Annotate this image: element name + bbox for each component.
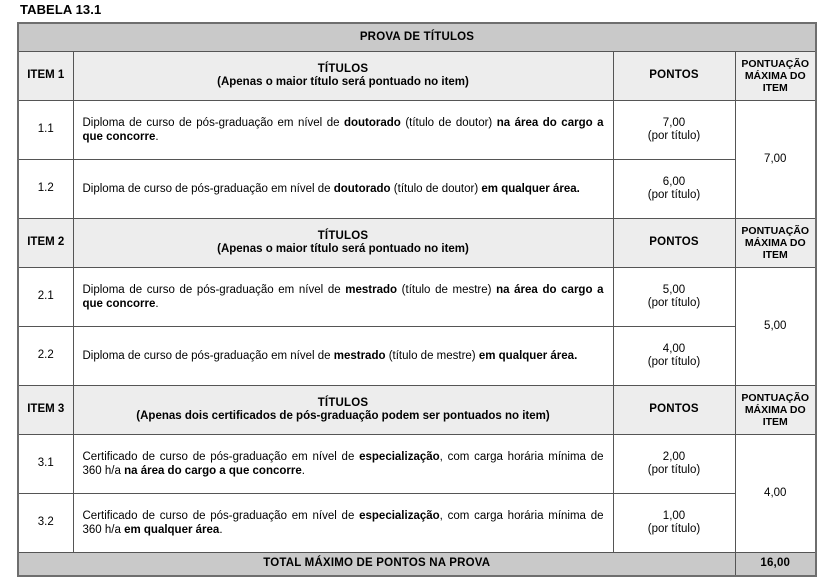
points-value: 4,00 [662,342,686,355]
points-unit: (por título) [647,464,701,476]
row-points [613,494,735,553]
row-points [613,101,735,160]
titles-heading: TÍTULOS [317,229,369,242]
banner-title: PROVA DE TÍTULOS [18,23,816,52]
row-points [613,160,735,219]
row-number: 2.2 [18,327,73,386]
table-row [18,327,816,386]
total-row [18,553,816,577]
table-row [18,160,816,219]
section-header-row [18,52,816,101]
section-max-points: 7,00 [735,101,816,219]
section-max-points: 4,00 [735,435,816,553]
table-row [18,494,816,553]
max-points-column-header: PONTUAÇÃO MÁXIMA DO ITEM [735,52,816,101]
row-points [613,327,735,386]
row-description: Diploma de curso de pós-graduação em nível de mestrado (título de mestre) na área do cargo a que concorre. [73,268,613,327]
max-points-column-header: PONTUAÇÃO MÁXIMA DO ITEM [735,219,816,268]
row-description: Certificado de curso de pós-graduação em nível de especialização, com carga horária mínima de 360 h/a na área do cargo a que concorre. [73,435,613,494]
table-banner-row [18,23,816,52]
row-points [613,268,735,327]
points-column-header: PONTOS [613,386,735,435]
titles-scoring-table [17,22,817,577]
titles-heading: TÍTULOS [317,62,369,75]
points-unit: (por título) [647,297,701,309]
total-label: TOTAL MÁXIMO DE PONTOS NA PROVA [18,553,735,577]
row-description: Diploma de curso de pós-graduação em nível de doutorado (título de doutor) na área do cargo a que concorre. [73,101,613,160]
section-item-label: ITEM 1 [18,52,73,101]
points-value: 7,00 [662,116,686,129]
points-value: 2,00 [662,450,686,463]
section-item-label: ITEM 2 [18,219,73,268]
points-column-header: PONTOS [613,219,735,268]
points-unit: (por título) [647,356,701,368]
points-value: 6,00 [662,175,686,188]
table-caption: TABELA 13.1 [20,2,102,17]
titles-note: (Apenas o maior título será pontuado no item) [217,76,469,88]
row-description: Diploma de curso de pós-graduação em nível de doutorado (título de doutor) em qualquer área. [73,160,613,219]
titles-note: (Apenas o maior título será pontuado no item) [217,243,469,255]
table-row [18,101,816,160]
total-value: 16,00 [735,553,816,577]
titles-note: (Apenas dois certificados de pós-graduação podem ser pontuados no item) [136,410,550,422]
table-row [18,268,816,327]
points-unit: (por título) [647,189,701,201]
row-number: 3.2 [18,494,73,553]
titles-heading: TÍTULOS [317,396,369,409]
section-titles-header [73,386,613,435]
max-points-column-header: PONTUAÇÃO MÁXIMA DO ITEM [735,386,816,435]
table-body [18,23,816,576]
row-description: Certificado de curso de pós-graduação em nível de especialização, com carga horária mínima de 360 h/a em qualquer área. [73,494,613,553]
points-unit: (por título) [647,523,701,535]
section-max-points: 5,00 [735,268,816,386]
section-item-label: ITEM 3 [18,386,73,435]
row-number: 2.1 [18,268,73,327]
row-number: 1.2 [18,160,73,219]
section-titles-header [73,219,613,268]
titles-table-container [17,22,815,577]
row-points [613,435,735,494]
section-titles-header [73,52,613,101]
row-number: 3.1 [18,435,73,494]
points-unit: (por título) [647,130,701,142]
points-value: 1,00 [662,509,686,522]
row-description: Diploma de curso de pós-graduação em nível de mestrado (título de mestre) em qualquer área. [73,327,613,386]
section-header-row [18,219,816,268]
row-number: 1.1 [18,101,73,160]
table-row [18,435,816,494]
points-value: 5,00 [662,283,686,296]
section-header-row [18,386,816,435]
points-column-header: PONTOS [613,52,735,101]
